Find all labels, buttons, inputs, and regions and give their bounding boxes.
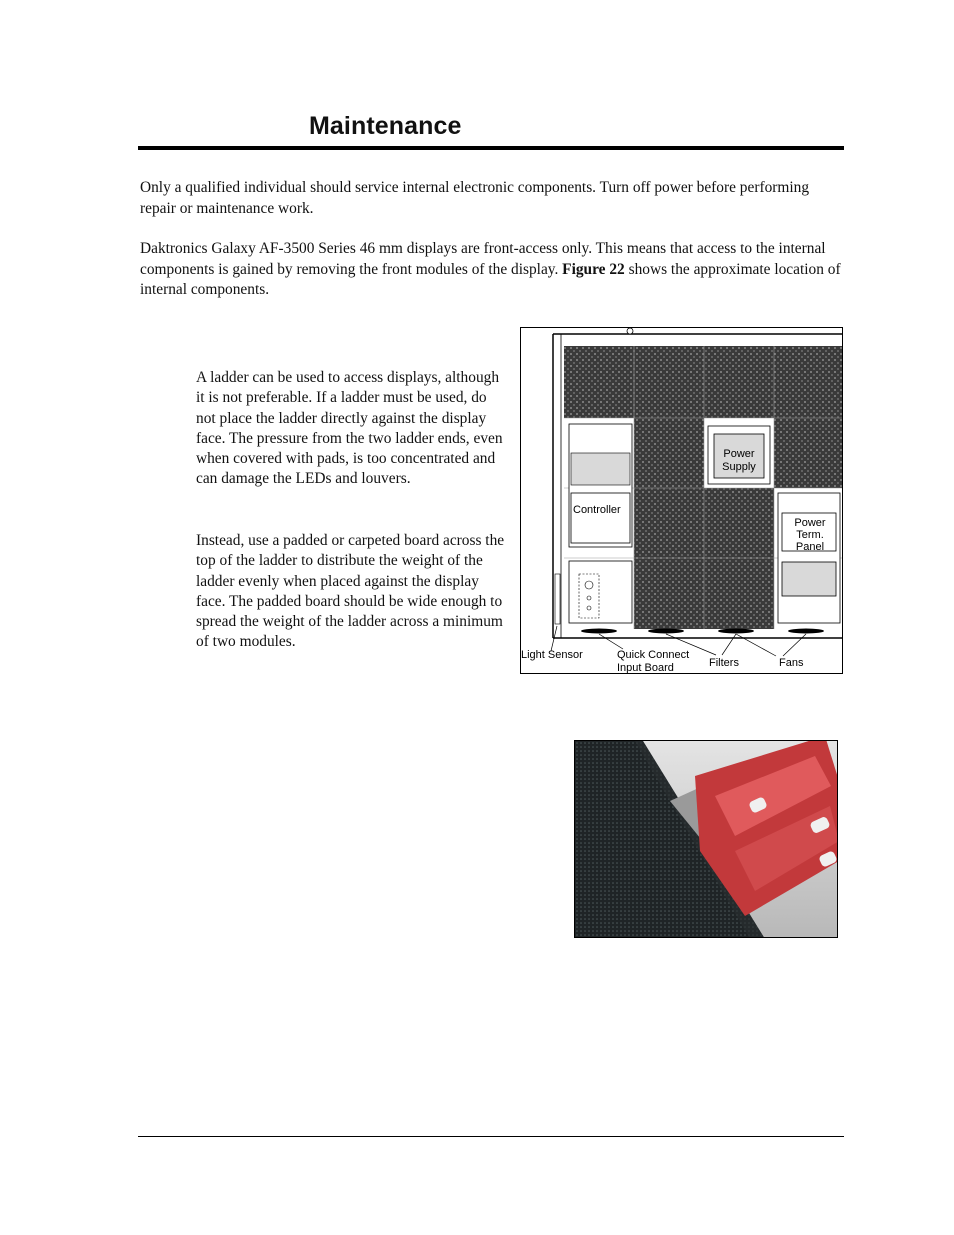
- footer-rule: [138, 1136, 844, 1137]
- access-paragraph: [140, 239, 845, 301]
- light-sensor-label: Light Sensor: [521, 649, 583, 661]
- ladder-paragraph-1: A ladder can be used to access displays, although it is not preferable. If a ladder must be used, do not place the ladder directly against the display face. The pressure from the two ladder ends, even when covered with pads, is too concentrated and can damage the LEDs and louvers.: [196, 369, 503, 488]
- quick-connect-label-2: Input Board: [617, 662, 674, 674]
- internal-components-figure: [520, 327, 843, 674]
- ladder-photo: [574, 740, 838, 938]
- power-supply-label-1: Power: [723, 448, 755, 460]
- ladder-paragraph-2: Instead, use a padded or carpeted board across the top of the ladder to distribute the weight of the ladder evenly when placed against the display face. The padded board should be wide enough to spread the weight of the ladder across a minimum of two modules.: [196, 532, 505, 651]
- title-rule: [138, 146, 844, 150]
- power-term-label-3: Panel: [795, 541, 825, 553]
- ladder-photo-image: [575, 741, 838, 938]
- fans-label: Fans: [779, 657, 804, 669]
- power-supply-label-2: Supply: [722, 461, 756, 473]
- controller-label: Controller: [573, 504, 621, 516]
- access-text: Daktronics Galaxy AF-3500 Series 46 mm displays are front-access only. This means that access to the internal components is gained by removing the front modules of the display.: [140, 240, 826, 278]
- intro-paragraph: Only a qualified individual should service internal electronic components. Turn off power before performing repair or maintenance work.: [140, 179, 810, 217]
- power-term-label-2: Term.: [796, 529, 824, 541]
- figure-reference: Figure 22: [562, 260, 625, 278]
- display-diagram: [521, 328, 843, 674]
- power-term-label-1: Power: [794, 517, 826, 529]
- quick-connect-label-1: Quick Connect: [617, 649, 690, 661]
- access-text-end: shows the approximate location of internal components.: [140, 260, 841, 298]
- page-title: Maintenance: [309, 112, 462, 140]
- filters-label: Filters: [709, 657, 739, 669]
